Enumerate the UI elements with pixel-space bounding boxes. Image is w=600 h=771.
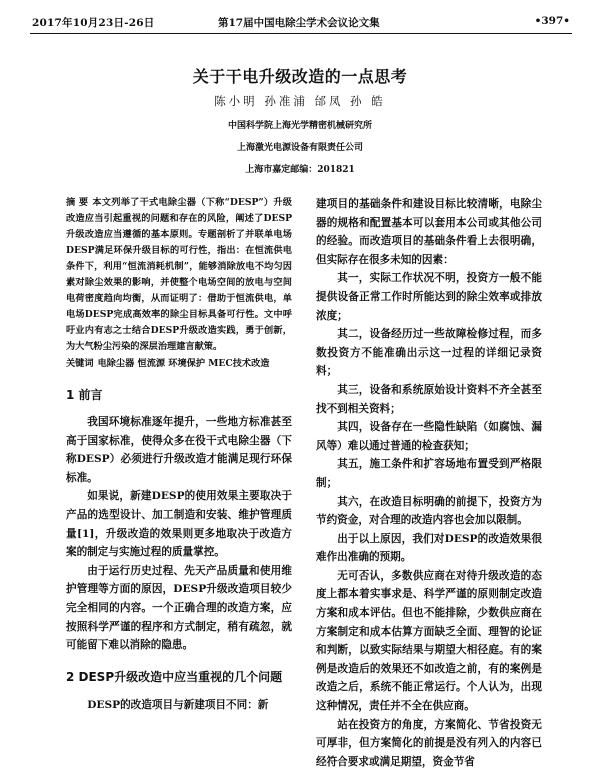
paper-title: 关于干电升级改造的一点思考: [192, 67, 408, 86]
running-header-date: 2017年10月23日-26日: [32, 17, 155, 29]
affiliation-3: 上海市嘉定邮编：201821: [245, 165, 355, 175]
section-1-body: [66, 413, 292, 655]
authors: 陈小明 孙准浦 邰凤 孙 皓: [214, 94, 386, 108]
section-2-heading: 2 DESP升级改造中应当重视的几个问题: [66, 669, 283, 684]
keywords: 电除尘器 恒流源 环境保护 MEC技术改造: [97, 358, 270, 369]
paragraph: 如果说，新建DESP的使用效果主要取决于产品的选型设计、加工制造和安装、维护管理质量[1]，升级改造的效果则更多地取决于改造方案的制定与实施过程的质量掌控。: [66, 490, 292, 559]
section-1-heading: 1 前言: [66, 388, 103, 402]
paragraph: DESP的改造项目与新建项目不同：新: [87, 698, 269, 711]
paragraph: 无可否认，多数供应商在对待升级改造的态度上都本着实事求是、科学严谨的原则制定改造方案和成本评估。但也不能排除，少数供应商在方案制定和成本估算方面缺乏全面、理智的论证和判断，以致实际结果与期望大相径庭。有的案例是改造后的效果还不如改造之前，有的案例是改造之后，系统不能正常运行。个人认为，出现这种情况，责任并不全在供应商。: [316, 569, 542, 713]
section-2-body: [66, 696, 292, 715]
keywords-label: 关键词: [66, 358, 94, 369]
abstract: [66, 195, 292, 372]
list-item: 其五，施工条件和扩容场地布置受到严格限制；: [316, 458, 542, 489]
list-item: 其四，设备存在一些隐性缺陷（如腐蚀、漏风等）难以通过普通的检查获知；: [316, 421, 542, 452]
affiliation-1: 中国科学院上海光学精密机械研究所: [227, 121, 372, 131]
paragraph: 我国环境标准逐年提升，一些地方标准甚至高于国家标准，使得众多在役干式电除尘器（下称DESP）必须进行升级改造才能满足现行环保标准。: [66, 416, 292, 484]
right-column-body: [316, 195, 542, 771]
list-item: 其一，实际工作状况不明，投资方一般不能提供设备正常工作时所能达到的除尘效率或排放浓度；: [316, 272, 542, 322]
right-column: [316, 195, 542, 771]
paragraph: 站在投资方的角度，方案简化、节省投资无可厚非，但方案简化的前提是没有列入的内容已经符合要求或满足期望，资金节省: [316, 718, 542, 768]
list-item: 其二，设备经历过一些故障检修过程，而多数投资方不能准确出示这一过程的详细记录资料；: [316, 328, 542, 378]
list-item: 其六，在改造目标明确的前提下，投资方为节约资金，对合理的改造内容也会加以限制。: [316, 495, 542, 527]
page-number: •397•: [534, 15, 570, 27]
running-header-proceedings: 第17届中国电除尘学术会议论文集: [218, 17, 380, 29]
left-column: [66, 195, 292, 714]
affiliation-2: 上海激光电源设备有限责任公司: [236, 143, 363, 153]
abstract-label: 摘 要: [66, 197, 89, 208]
paragraph: 建项目的基础条件和建设目标比较清晰，电除尘器的规格和配置基本可以套用本公司或其他公司的经验。而改造项目的基础条件看上去很明确，但实际存在很多未知的因素：: [316, 198, 542, 266]
paragraph: 出于以上原因，我们对DESP的改造效果很难作出准确的预期。: [316, 532, 542, 564]
list-item: 其三，设备和系统原始设计资料不齐全甚至找不到相关资料；: [316, 383, 542, 415]
header-rule: [30, 33, 572, 34]
paragraph: 由于运行历史过程、先天产品质量和使用维护管理等方面的原因，DESP升级改造项目较少完全相同的内容。一个正确合理的改造方案，应按照科学严谨的程序和方式制定，稍有疏忽，就可能留下难以消除的隐患。: [66, 564, 292, 652]
abstract-text: 本文列举了干式电除尘器（下称“DESP”）升级改造应当引起重视的问题和存在的风险，阐述了DESP升级改造应当遵循的基本原则。专题剖析了并联单电场DESP满足环保升级目标的可行性，指出：在恒流供电条件下，利用“恒流消耗机制”，能够消除放电不均匀因素对除尘效果的影响，并使整个电场空间的放电与空间电荷密度趋向均衡，从而证明了：借助于恒流供电，单电场DESP完成高效率的除尘目标具备可行性。文中呼吁业内有志之士结合DESP升级改造实践，勇于创新，为大气粉尘污染的深层治理建言献策。: [66, 197, 292, 352]
